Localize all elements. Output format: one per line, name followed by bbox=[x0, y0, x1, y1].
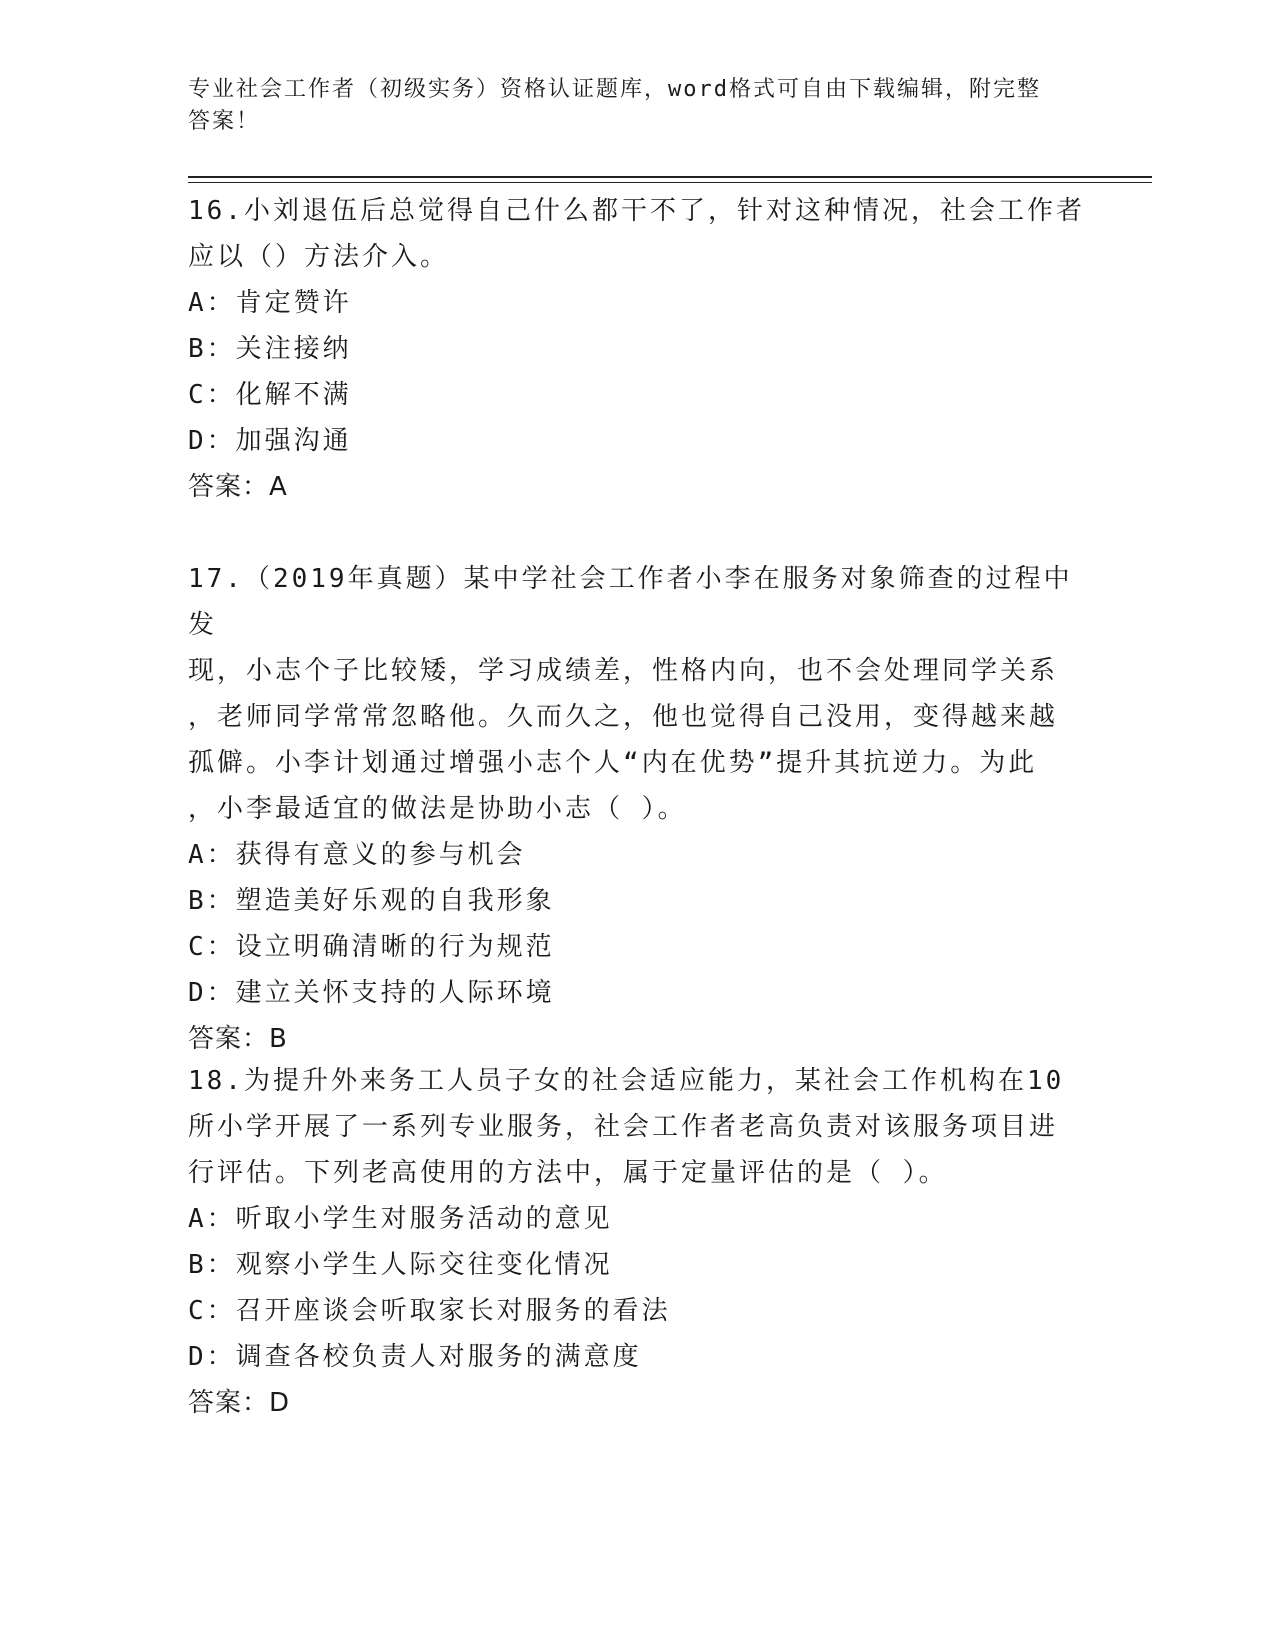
question-line: 孤僻。小李计划通过增强小志个人“内在优势”提升其抗逆力。为此 bbox=[188, 748, 1038, 778]
header-line-2: 答案！ bbox=[188, 109, 261, 134]
question-18 bbox=[188, 1058, 1088, 1426]
question-16 bbox=[188, 188, 1088, 510]
option-d: D：调查各校负责人对服务的满意度 bbox=[188, 1342, 642, 1372]
answer-label: 答案：A bbox=[188, 472, 288, 502]
option-a: A：听取小学生对服务活动的意见 bbox=[188, 1204, 613, 1234]
header-line-1: 专业社会工作者（初级实务）资格认证题库，word格式可自由下载编辑，附完整 bbox=[188, 77, 1041, 102]
question-line: 应以（）方法介入。 bbox=[188, 242, 450, 272]
question-line: 所小学开展了一系列专业服务，社会工作者老高负责对该服务项目进 bbox=[188, 1112, 1059, 1142]
question-line: 16.小刘退伍后总觉得自己什么都干不了，针对这种情况，社会工作者 bbox=[188, 196, 1085, 226]
question-line: 18.为提升外来务工人员子女的社会适应能力，某社会工作机构在10 bbox=[188, 1066, 1065, 1096]
option-a: A：肯定赞许 bbox=[188, 288, 352, 318]
option-a: A：获得有意义的参与机会 bbox=[188, 840, 526, 870]
option-d: D：建立关怀支持的人际环境 bbox=[188, 978, 555, 1008]
option-b: B：塑造美好乐观的自我形象 bbox=[188, 886, 555, 916]
option-d: D：加强沟通 bbox=[188, 426, 352, 456]
question-line: 17.（2019年真题）某中学社会工作者小李在服务对象筛查的过程中发 bbox=[188, 564, 1073, 640]
question-line: ，老师同学常常忽略他。久而久之，他也觉得自己没用，变得越来越 bbox=[188, 702, 1059, 732]
option-c: C：化解不满 bbox=[188, 380, 352, 410]
header-divider-thick bbox=[188, 176, 1152, 178]
answer-label: 答案：D bbox=[188, 1388, 291, 1418]
option-b: B：关注接纳 bbox=[188, 334, 352, 364]
answer-label: 答案：B bbox=[188, 1024, 288, 1054]
option-c: C：召开座谈会听取家长对服务的看法 bbox=[188, 1296, 671, 1326]
option-b: B：观察小学生人际交往变化情况 bbox=[188, 1250, 613, 1280]
option-c: C：设立明确清晰的行为规范 bbox=[188, 932, 555, 962]
question-line: 现，小志个子比较矮，学习成绩差，性格内向，也不会处理同学关系 bbox=[188, 656, 1059, 686]
header-divider-thin bbox=[188, 182, 1152, 183]
question-17 bbox=[188, 556, 1088, 1062]
question-line: 行评估。下列老高使用的方法中，属于定量评估的是（ ）。 bbox=[188, 1158, 948, 1188]
page-header bbox=[188, 74, 1068, 138]
question-line: ，小李最适宜的做法是协助小志（ ）。 bbox=[188, 794, 687, 824]
